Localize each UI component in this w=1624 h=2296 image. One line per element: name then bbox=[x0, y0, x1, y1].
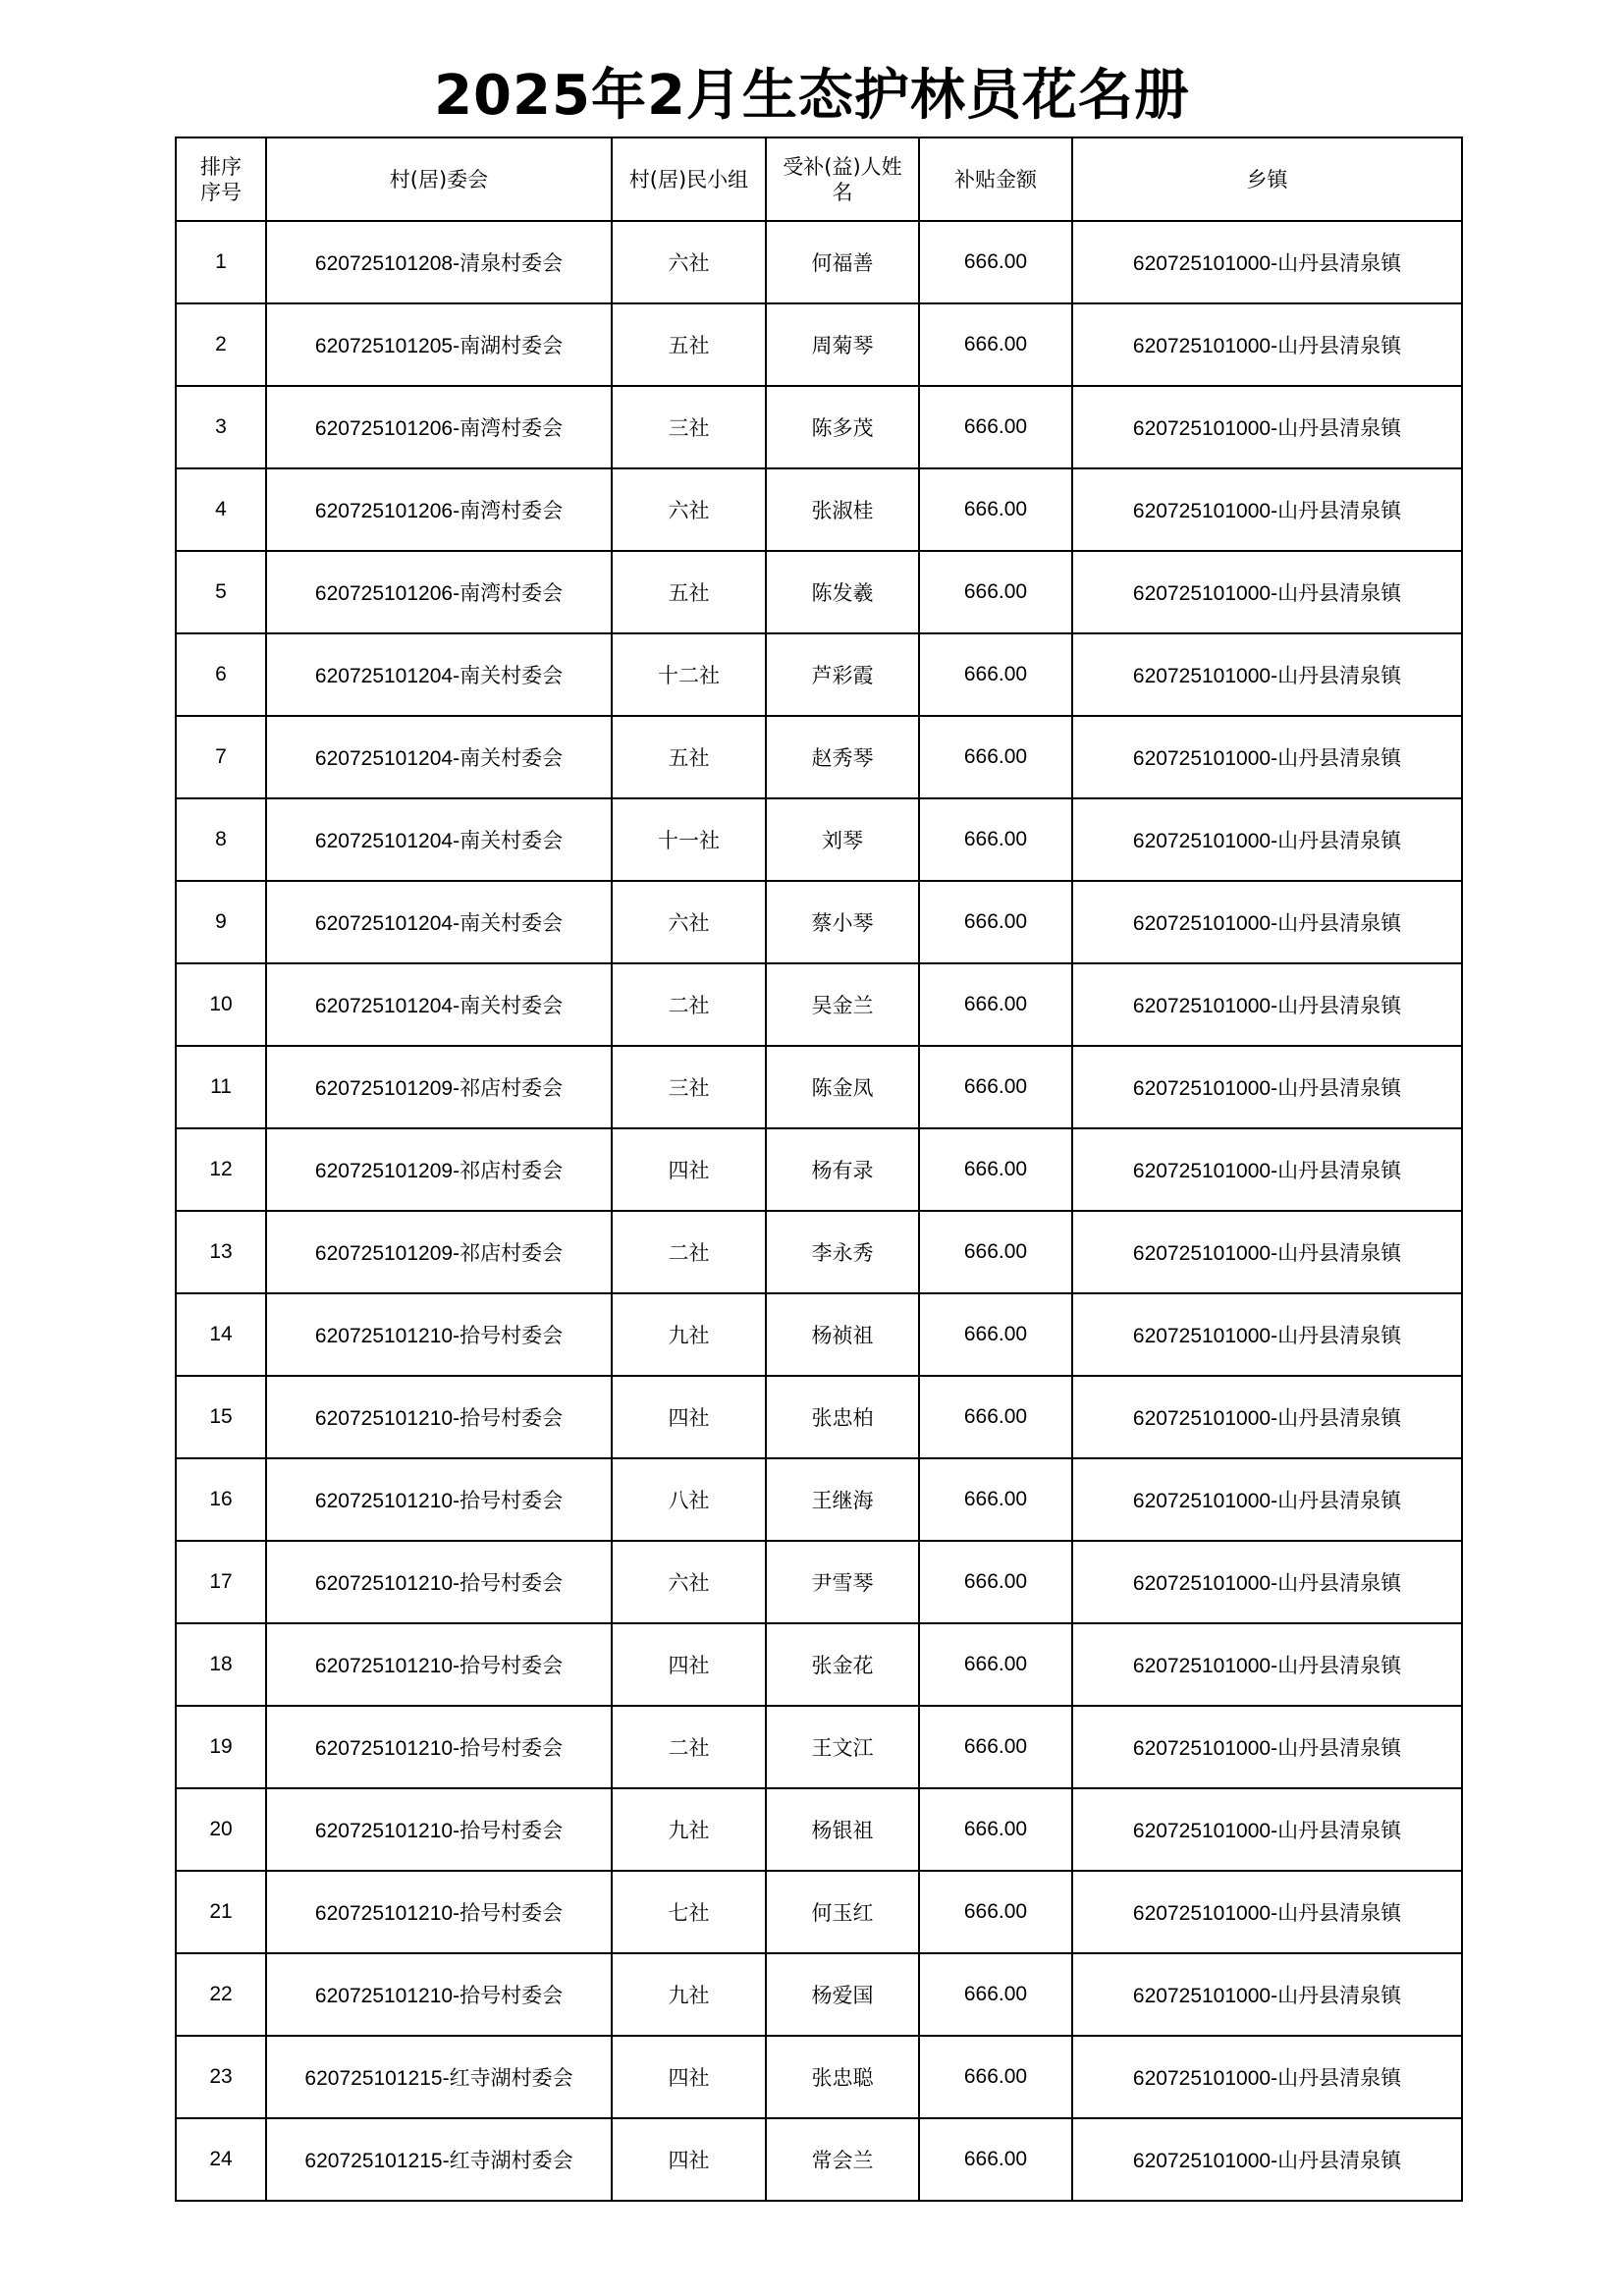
table-row bbox=[176, 633, 1462, 716]
cell-town: 620725101000-山丹县清泉镇 bbox=[1072, 716, 1462, 798]
table-row bbox=[176, 1871, 1462, 1953]
table-row bbox=[176, 386, 1462, 468]
table-row bbox=[176, 716, 1462, 798]
cell-amount: 666.00 bbox=[919, 1953, 1072, 2036]
cell-village: 620725101205-南湖村委会 bbox=[266, 303, 612, 386]
table-row bbox=[176, 1541, 1462, 1623]
cell-group: 三社 bbox=[612, 386, 766, 468]
cell-village: 620725101215-红寺湖村委会 bbox=[266, 2036, 612, 2118]
cell-village: 620725101215-红寺湖村委会 bbox=[266, 2118, 612, 2201]
cell-town: 620725101000-山丹县清泉镇 bbox=[1072, 468, 1462, 551]
cell-group: 八社 bbox=[612, 1458, 766, 1541]
cell-group: 五社 bbox=[612, 303, 766, 386]
cell-recipient: 尹雪琴 bbox=[766, 1541, 919, 1623]
cell-town: 620725101000-山丹县清泉镇 bbox=[1072, 1953, 1462, 2036]
cell-group: 六社 bbox=[612, 468, 766, 551]
cell-index: 6 bbox=[176, 633, 266, 716]
cell-town: 620725101000-山丹县清泉镇 bbox=[1072, 1376, 1462, 1458]
cell-village: 620725101210-拾号村委会 bbox=[266, 1541, 612, 1623]
cell-village: 620725101204-南关村委会 bbox=[266, 798, 612, 881]
cell-amount: 666.00 bbox=[919, 551, 1072, 633]
table-row bbox=[176, 468, 1462, 551]
cell-amount: 666.00 bbox=[919, 633, 1072, 716]
cell-amount: 666.00 bbox=[919, 2036, 1072, 2118]
header-row bbox=[176, 137, 1462, 221]
table-row bbox=[176, 1458, 1462, 1541]
cell-index: 16 bbox=[176, 1458, 266, 1541]
cell-amount: 666.00 bbox=[919, 468, 1072, 551]
cell-town: 620725101000-山丹县清泉镇 bbox=[1072, 1046, 1462, 1128]
cell-amount: 666.00 bbox=[919, 881, 1072, 963]
cell-group: 四社 bbox=[612, 2118, 766, 2201]
cell-group: 四社 bbox=[612, 1376, 766, 1458]
cell-amount: 666.00 bbox=[919, 303, 1072, 386]
header-index: 排序序号 bbox=[176, 137, 266, 221]
cell-town: 620725101000-山丹县清泉镇 bbox=[1072, 386, 1462, 468]
cell-group: 四社 bbox=[612, 1128, 766, 1211]
cell-town: 620725101000-山丹县清泉镇 bbox=[1072, 1293, 1462, 1376]
cell-index: 11 bbox=[176, 1046, 266, 1128]
table-row bbox=[176, 551, 1462, 633]
table-row bbox=[176, 221, 1462, 303]
cell-group: 六社 bbox=[612, 1541, 766, 1623]
cell-amount: 666.00 bbox=[919, 1293, 1072, 1376]
cell-group: 二社 bbox=[612, 1706, 766, 1788]
table-row bbox=[176, 1788, 1462, 1871]
cell-town: 620725101000-山丹县清泉镇 bbox=[1072, 881, 1462, 963]
cell-amount: 666.00 bbox=[919, 1541, 1072, 1623]
cell-amount: 666.00 bbox=[919, 2118, 1072, 2201]
cell-recipient: 王文江 bbox=[766, 1706, 919, 1788]
cell-recipient: 杨银祖 bbox=[766, 1788, 919, 1871]
document-title: 2025年2月生态护林员花名册 bbox=[434, 64, 1190, 128]
cell-recipient: 何福善 bbox=[766, 221, 919, 303]
cell-recipient: 赵秀琴 bbox=[766, 716, 919, 798]
cell-recipient: 陈金凤 bbox=[766, 1046, 919, 1128]
cell-amount: 666.00 bbox=[919, 1458, 1072, 1541]
cell-index: 19 bbox=[176, 1706, 266, 1788]
cell-town: 620725101000-山丹县清泉镇 bbox=[1072, 1706, 1462, 1788]
roster-body bbox=[176, 221, 1462, 2201]
cell-recipient: 芦彩霞 bbox=[766, 633, 919, 716]
cell-index: 8 bbox=[176, 798, 266, 881]
table-row bbox=[176, 1128, 1462, 1211]
header-town: 乡镇 bbox=[1072, 137, 1462, 221]
cell-group: 二社 bbox=[612, 1211, 766, 1293]
cell-amount: 666.00 bbox=[919, 386, 1072, 468]
cell-amount: 666.00 bbox=[919, 1706, 1072, 1788]
table-row bbox=[176, 1706, 1462, 1788]
cell-amount: 666.00 bbox=[919, 1128, 1072, 1211]
cell-village: 620725101206-南湾村委会 bbox=[266, 551, 612, 633]
header-recipient: 受补(益)人姓名 bbox=[766, 137, 919, 221]
cell-index: 12 bbox=[176, 1128, 266, 1211]
cell-index: 2 bbox=[176, 303, 266, 386]
cell-index: 20 bbox=[176, 1788, 266, 1871]
cell-group: 七社 bbox=[612, 1871, 766, 1953]
cell-town: 620725101000-山丹县清泉镇 bbox=[1072, 633, 1462, 716]
cell-village: 620725101206-南湾村委会 bbox=[266, 386, 612, 468]
table-row bbox=[176, 1046, 1462, 1128]
cell-index: 13 bbox=[176, 1211, 266, 1293]
cell-index: 24 bbox=[176, 2118, 266, 2201]
cell-index: 7 bbox=[176, 716, 266, 798]
cell-village: 620725101209-祁店村委会 bbox=[266, 1046, 612, 1128]
cell-amount: 666.00 bbox=[919, 1623, 1072, 1706]
cell-recipient: 周菊琴 bbox=[766, 303, 919, 386]
cell-village: 620725101210-拾号村委会 bbox=[266, 1293, 612, 1376]
cell-village: 620725101204-南关村委会 bbox=[266, 881, 612, 963]
cell-index: 17 bbox=[176, 1541, 266, 1623]
cell-village: 620725101209-祁店村委会 bbox=[266, 1211, 612, 1293]
cell-group: 二社 bbox=[612, 963, 766, 1046]
cell-town: 620725101000-山丹县清泉镇 bbox=[1072, 1128, 1462, 1211]
cell-index: 14 bbox=[176, 1293, 266, 1376]
cell-village: 620725101210-拾号村委会 bbox=[266, 1953, 612, 2036]
cell-recipient: 吴金兰 bbox=[766, 963, 919, 1046]
header-group: 村(居)民小组 bbox=[612, 137, 766, 221]
cell-amount: 666.00 bbox=[919, 1871, 1072, 1953]
cell-town: 620725101000-山丹县清泉镇 bbox=[1072, 798, 1462, 881]
cell-index: 22 bbox=[176, 1953, 266, 2036]
cell-town: 620725101000-山丹县清泉镇 bbox=[1072, 1211, 1462, 1293]
cell-group: 九社 bbox=[612, 1788, 766, 1871]
cell-amount: 666.00 bbox=[919, 716, 1072, 798]
cell-village: 620725101210-拾号村委会 bbox=[266, 1788, 612, 1871]
cell-recipient: 李永秀 bbox=[766, 1211, 919, 1293]
table-row bbox=[176, 963, 1462, 1046]
cell-index: 1 bbox=[176, 221, 266, 303]
header-amount: 补贴金额 bbox=[919, 137, 1072, 221]
table-row bbox=[176, 798, 1462, 881]
cell-recipient: 蔡小琴 bbox=[766, 881, 919, 963]
table-row bbox=[176, 1211, 1462, 1293]
table-row bbox=[176, 1376, 1462, 1458]
cell-recipient: 陈发羲 bbox=[766, 551, 919, 633]
cell-recipient: 刘琴 bbox=[766, 798, 919, 881]
cell-recipient: 杨爱国 bbox=[766, 1953, 919, 2036]
cell-recipient: 张忠柏 bbox=[766, 1376, 919, 1458]
cell-village: 620725101210-拾号村委会 bbox=[266, 1623, 612, 1706]
cell-group: 四社 bbox=[612, 1623, 766, 1706]
cell-village: 620725101208-清泉村委会 bbox=[266, 221, 612, 303]
table-row bbox=[176, 1293, 1462, 1376]
table-row bbox=[176, 2036, 1462, 2118]
cell-index: 15 bbox=[176, 1376, 266, 1458]
cell-amount: 666.00 bbox=[919, 1376, 1072, 1458]
roster-table bbox=[175, 137, 1463, 2202]
cell-village: 620725101209-祁店村委会 bbox=[266, 1128, 612, 1211]
cell-group: 六社 bbox=[612, 221, 766, 303]
table-row bbox=[176, 303, 1462, 386]
cell-town: 620725101000-山丹县清泉镇 bbox=[1072, 1871, 1462, 1953]
cell-amount: 666.00 bbox=[919, 1788, 1072, 1871]
table-row bbox=[176, 1623, 1462, 1706]
cell-amount: 666.00 bbox=[919, 221, 1072, 303]
cell-group: 五社 bbox=[612, 551, 766, 633]
cell-town: 620725101000-山丹县清泉镇 bbox=[1072, 1623, 1462, 1706]
cell-index: 21 bbox=[176, 1871, 266, 1953]
cell-recipient: 张忠聪 bbox=[766, 2036, 919, 2118]
cell-village: 620725101204-南关村委会 bbox=[266, 963, 612, 1046]
cell-recipient: 王继海 bbox=[766, 1458, 919, 1541]
cell-town: 620725101000-山丹县清泉镇 bbox=[1072, 1541, 1462, 1623]
cell-town: 620725101000-山丹县清泉镇 bbox=[1072, 303, 1462, 386]
table-row bbox=[176, 1953, 1462, 2036]
header-village: 村(居)委会 bbox=[266, 137, 612, 221]
cell-group: 九社 bbox=[612, 1293, 766, 1376]
cell-group: 五社 bbox=[612, 716, 766, 798]
cell-recipient: 张金花 bbox=[766, 1623, 919, 1706]
table-row bbox=[176, 2118, 1462, 2201]
cell-village: 620725101210-拾号村委会 bbox=[266, 1871, 612, 1953]
cell-index: 4 bbox=[176, 468, 266, 551]
cell-index: 3 bbox=[176, 386, 266, 468]
cell-village: 620725101206-南湾村委会 bbox=[266, 468, 612, 551]
cell-amount: 666.00 bbox=[919, 1046, 1072, 1128]
cell-group: 十一社 bbox=[612, 798, 766, 881]
cell-amount: 666.00 bbox=[919, 798, 1072, 881]
cell-village: 620725101204-南关村委会 bbox=[266, 716, 612, 798]
cell-group: 十二社 bbox=[612, 633, 766, 716]
cell-town: 620725101000-山丹县清泉镇 bbox=[1072, 1788, 1462, 1871]
cell-recipient: 杨祯祖 bbox=[766, 1293, 919, 1376]
cell-amount: 666.00 bbox=[919, 1211, 1072, 1293]
cell-town: 620725101000-山丹县清泉镇 bbox=[1072, 221, 1462, 303]
cell-group: 六社 bbox=[612, 881, 766, 963]
cell-recipient: 何玉红 bbox=[766, 1871, 919, 1953]
cell-recipient: 陈多茂 bbox=[766, 386, 919, 468]
cell-index: 10 bbox=[176, 963, 266, 1046]
cell-town: 620725101000-山丹县清泉镇 bbox=[1072, 551, 1462, 633]
cell-index: 5 bbox=[176, 551, 266, 633]
cell-group: 九社 bbox=[612, 1953, 766, 2036]
cell-group: 四社 bbox=[612, 2036, 766, 2118]
cell-village: 620725101210-拾号村委会 bbox=[266, 1458, 612, 1541]
cell-town: 620725101000-山丹县清泉镇 bbox=[1072, 963, 1462, 1046]
cell-village: 620725101210-拾号村委会 bbox=[266, 1706, 612, 1788]
cell-index: 18 bbox=[176, 1623, 266, 1706]
cell-recipient: 张淑桂 bbox=[766, 468, 919, 551]
cell-recipient: 常会兰 bbox=[766, 2118, 919, 2201]
cell-town: 620725101000-山丹县清泉镇 bbox=[1072, 2118, 1462, 2201]
cell-town: 620725101000-山丹县清泉镇 bbox=[1072, 2036, 1462, 2118]
cell-index: 9 bbox=[176, 881, 266, 963]
cell-group: 三社 bbox=[612, 1046, 766, 1128]
cell-amount: 666.00 bbox=[919, 963, 1072, 1046]
table-row bbox=[176, 881, 1462, 963]
cell-index: 23 bbox=[176, 2036, 266, 2118]
cell-village: 620725101210-拾号村委会 bbox=[266, 1376, 612, 1458]
cell-town: 620725101000-山丹县清泉镇 bbox=[1072, 1458, 1462, 1541]
cell-recipient: 杨有录 bbox=[766, 1128, 919, 1211]
cell-village: 620725101204-南关村委会 bbox=[266, 633, 612, 716]
